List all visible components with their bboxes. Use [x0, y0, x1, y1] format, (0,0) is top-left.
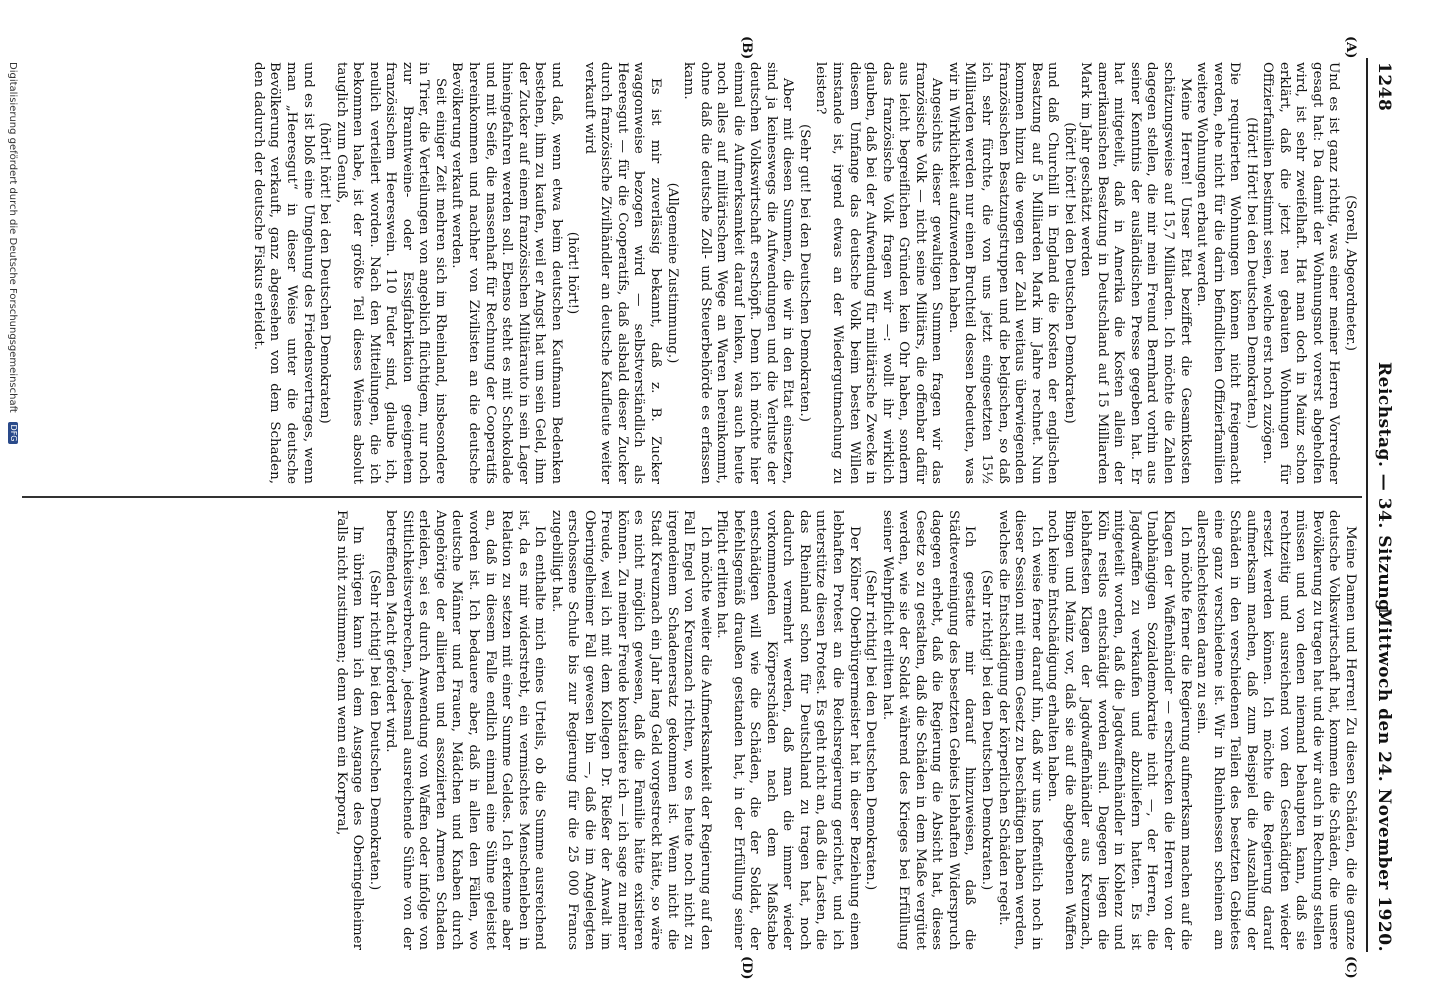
interjection: (hört! hört!): [565, 231, 581, 315]
interjection: (hört! hört! bei den Deutschen Demokraten): [1061, 122, 1077, 424]
page-number: 1248: [1374, 62, 1394, 112]
paragraph: und daß, wenn etwa beim deutschen Kaufmann Bedenken bestehen, ihm zu kaufen, weil er Angst hat um sein Geld, ihm der Zucker auf einem französischen Militärauto in sein Lager hineingefahren werden soll. Ebenso steht es mit Schokolade und mit Seife, die massenhaft für Rechnung der Cooperatifs hereinkommen und nachher von Zivilisten an die deutsche Bevölkerung verkauft werden.: [449, 62, 564, 484]
interjection: (Sehr richtig! bei den Deutschen Demokraten.): [863, 569, 879, 891]
paragraph: Und es ist ganz richtig, was einer meiner Herren Vorredner gesagt hat: Da damit der Wohnungsnot vorerst abgeholfen wird, ist sehr zweifelhaft. Hat man doch in Mainz schon erklärt, daß die jetzt neu gebauten Wohnungen für Offizierfamilien bestimmt seien, welche erst noch zuzögen.: [1260, 62, 1342, 484]
margin-marker-c: (C): [1343, 956, 1358, 979]
paragraph: Meine Damen und Herren! Zu diesen Schäden, die die ganze deutsche Volkswirtschaft hat, kommen die Schäden, die unsere Bevölkerung zu tragen hat und die wir auch in Rechnung stellen müssen und von denen niemand behaupten kann, daß sie rechtzeitig und ausreichend von den Geschädigten wieder ersetzt werden können. Ich möchte die Regierung darauf aufmerksam machen, daß zum Beispiel die Auszahlung der Schäden in den verschiedenen Teilen des besetzten Gebietes eine ganz verschiedene ist. Wir in Rheinhessen scheinen am allerschlechtesten daran zu sein.: [1194, 510, 1358, 950]
header-rule: [1366, 58, 1368, 952]
interjection: (Sehr richtig! bei den Deutschen Demokraten.): [978, 569, 994, 891]
left-column: [28, 62, 1358, 484]
paragraph: Angesichts dieser gewaltigen Summen fragen wir das französische Volk — nicht seine Militärs, die offenbar dafür aus leicht begreiflichen Gründen kein Ohr haben, sondern das französische Volk fragen wir —: wollt ihr wirklich glauben, daß bei der Aufwendung für militärische Zwecke in diesem Umfange das deutsche Volk beim besten Willen imstande ist, irgend etwas an der Wiedergutmachung zu leisten?: [813, 62, 945, 484]
paragraph: und es ist bloß eine Umgehung des Friedensvertrages, wenn man „Heeresgut“ in dieser Weise unter die deutsche Bevölkerung verkauft, ganz abgesehen von dem Schaden, den dadurch der deutsche Fiskus erleidet.: [250, 62, 316, 484]
page-header: [1372, 62, 1396, 952]
paragraph: Im übrigen kann ich dem Ausgange des Oberingelheimer Falls nicht zustimmen; denn wenn ein Korporal,: [333, 510, 366, 950]
column-divider: [22, 496, 1362, 498]
interjection: (Sehr richtig! bei den Deutschen Demokraten.): [366, 569, 382, 891]
paragraph: Die requirierten Wohnungen können nicht freigemacht werden, ehe nicht für die darin befindlichen Offizierfamilien weitere Wohnungen erbaut werden.: [1194, 62, 1243, 484]
interjection: (Sehr gut! bei den Deutschen Demokraten.): [796, 123, 812, 423]
interjection: (hört! hört! bei den Deutschen Demokraten): [317, 122, 333, 424]
footer-text: Digitalisierung gefördert durch die Deutsche Forschungsgemeinschaft: [7, 62, 18, 413]
paragraph: Es ist mir zuverlässig bekannt, daß z. B. Zucker waggonweise bezogen wird — selbstverständlich als Heeresgut — für die Cooperatifs, daß alsbald dieser Zucker durch französische Zivilhändler an deutsche Kaufleute weiter verkauft wird: [581, 62, 664, 484]
interjection: (Hört! Hört! bei den Deutschen Demokraten.): [1243, 117, 1259, 429]
margin-marker-b: (B): [739, 36, 754, 60]
right-column: [28, 510, 1358, 950]
dfg-logo-icon: DFG: [8, 422, 18, 444]
paragraph: Ich enthalte mich eines Urteils, ob die Summe ausreichend ist, da es mir widerstrebt, ein vermischtes Menschenleben in Relation zu setzen mit einer Summe Geldes. Ich erkenne aber an, daß in diesem Falle endlich einmal eine Sühne geleistet worden ist. Ich bedauere aber, daß in allen den Fällen, wo deutsche Männer und Frauen, Mädchen und Knaben durch Angehörige der alliierten und assoziierten Armeen Schaden erleiden, sei es durch Anwendung von Waffen oder infolge von Sittlichkeitsverbrechen, jedesmal ausreichende Sühne von der betreffenden Macht gefordert wird.: [383, 510, 548, 950]
header-title: Reichstag. — 34. Sitzung.: [1374, 362, 1394, 618]
paragraph: Ich weise ferner darauf hin, daß wir uns hoffentlich noch in dieser Session mit einem Gesetz zu beschäftigen haben werden, welches die Entschädigung der körperlichen Schäden regelt.: [995, 510, 1044, 950]
margin-marker-a: (A): [1343, 36, 1358, 59]
margin-marker-d: (D): [739, 956, 754, 980]
paragraph: Ich gestatte mir darauf hinzuweisen, daß die Städtevereinigung des besetzten Gebiets lebhaften Widerspruch dagegen erhebt, daß die Regierung die Absicht hat, dieses Gesetz so zu gestalten, daß die Schäden in dem Maße vergütet werden, wie sie der Soldat während des Krieges bei Erfüllung seiner Wehrpflicht erlitten hat.: [879, 510, 978, 950]
paragraph: Meine Herren! Unser Etat beziffert die Gesamtkosten schätzungsweise auf 15,7 Milliarden. Ich möchte die Zahlen dagegen stellen, die mir mein Freund Bernhard vorhin aus seiner Kenntnis der ausländischen Presse gegeben hat. Er hat mitgeteilt, daß in Amerika die Kosten allein der amerikanischen Besatzung in Deutschland auf 15 Milliarden Mark im Jahr geschätzt werden: [1078, 62, 1193, 484]
interjection: (Allgemeine Zustimmung.): [664, 182, 680, 364]
digitization-footer: [7, 62, 18, 762]
paragraph: Aber mit diesen Summen, die wir in den Etat einsetzen, sind ja keineswegs die Aufwendungen und die Verluste der deutschen Volkswirtschaft erschöpft. Denn ich möchte hier einmal die Aufmerksamkeit darauf lenken, was auch heute noch alles auf militärischem Wege an Waren hereinkommt, ohne daß die deutsche Zoll- und Steuerbehörde es erfassen kann.: [681, 62, 796, 484]
paragraph: Ich möchte ferner die Regierung aufmerksam machen auf die Klagen der Waffenhändler — erschrecken die Herren von der Unabhängigen Sozialdemokratie nicht —, der Herren, die Jagdwaffen zu verkaufen und abzuliefern hatten. Es ist mitgeteilt worden, daß die Jagdwaffenhändler in Koblenz und Köln restlos entschädigt worden sind. Dagegen liegen die lebhaftesten Klagen der Jagdwaffenhändler aus Kreuznach, Bingen und Mainz vor, daß sie auf die abgegebenen Waffen noch keine Entschädigung erhalten haben.: [1045, 510, 1193, 950]
paragraph: Der Kölner Oberbürgermeister hat in dieser Beziehung einen lebhaften Protest an die Reichsregierung gerichtet, und ich unterstütze diesen Protest. Es geht nicht an, daß die Lasten, die das Rheinland schon für Deutschland zu tragen hat, noch dadurch vermehrt werden, daß man die immer wieder vorkommenden Körperschäden nach dem Maßstabe entschädigen will wie die Schäden, die der Soldat, der befehlsgemäß draußen gestanden hat, in der Erfüllung seiner Pflicht erlitten hat.: [714, 510, 862, 950]
interjection: (Sorell, Abgeordneter.): [1343, 195, 1358, 351]
header-date: Mittwoch den 24. November 1920.: [1374, 608, 1394, 952]
paragraph: Ich möchte weiter die Aufmerksamkeit der Regierung auf den Fall Engel von Kreuznach richten, wo es heute noch nicht zu irgendeinem Schadenersatz gekommen ist. Wenn nicht die Stadt Kreuznach ein Jahr lang Geld vorgestreckt hätte, so wäre es nicht möglich gewesen, daß die Familie hätte existieren können. Zu meiner Freude konstatiere ich — ich sage zu meiner Freude, weil ich mit dem Kollegen Dr. Rießer der Anwalt im Oberingelheimer Fall gewesen bin —, daß die im Angelegten erschossene Schule bis zur Regierung für die 25 000 Francs zugebilligt hat.: [548, 510, 713, 950]
paragraph: Seit einiger Zeit mehren sich im Rheinland, insbesondere in Trier, die Verteilungen von angeblich flüchtigem, nur noch zur Branntweine- oder Essigfabrikation geeignetem französischem Heereswein. 110 Fuder sind, glaube ich, neulich verteilert worden. Nach den Mitteilungen, die ich bekommen habe, ist der größte Teil dieses Weines absolut tauglich zum Genuß,: [333, 62, 448, 484]
paragraph: und daß Churchill in England die Kosten der englischen Besatzung auf 5 Milliarden Mark im Jahre rechnet. Nun kommen hinzu die wegen der Zahl weitaus überwiegenden französischen Besatzungstruppen und die belgischen, so daß ich sehr fürchte, die von uns jetzt eingesetzten 15½ Milliarden werden nur einen Bruchteil dessen bedeuten, was wir in Wirklichkeit aufzuwenden haben.: [945, 62, 1061, 484]
